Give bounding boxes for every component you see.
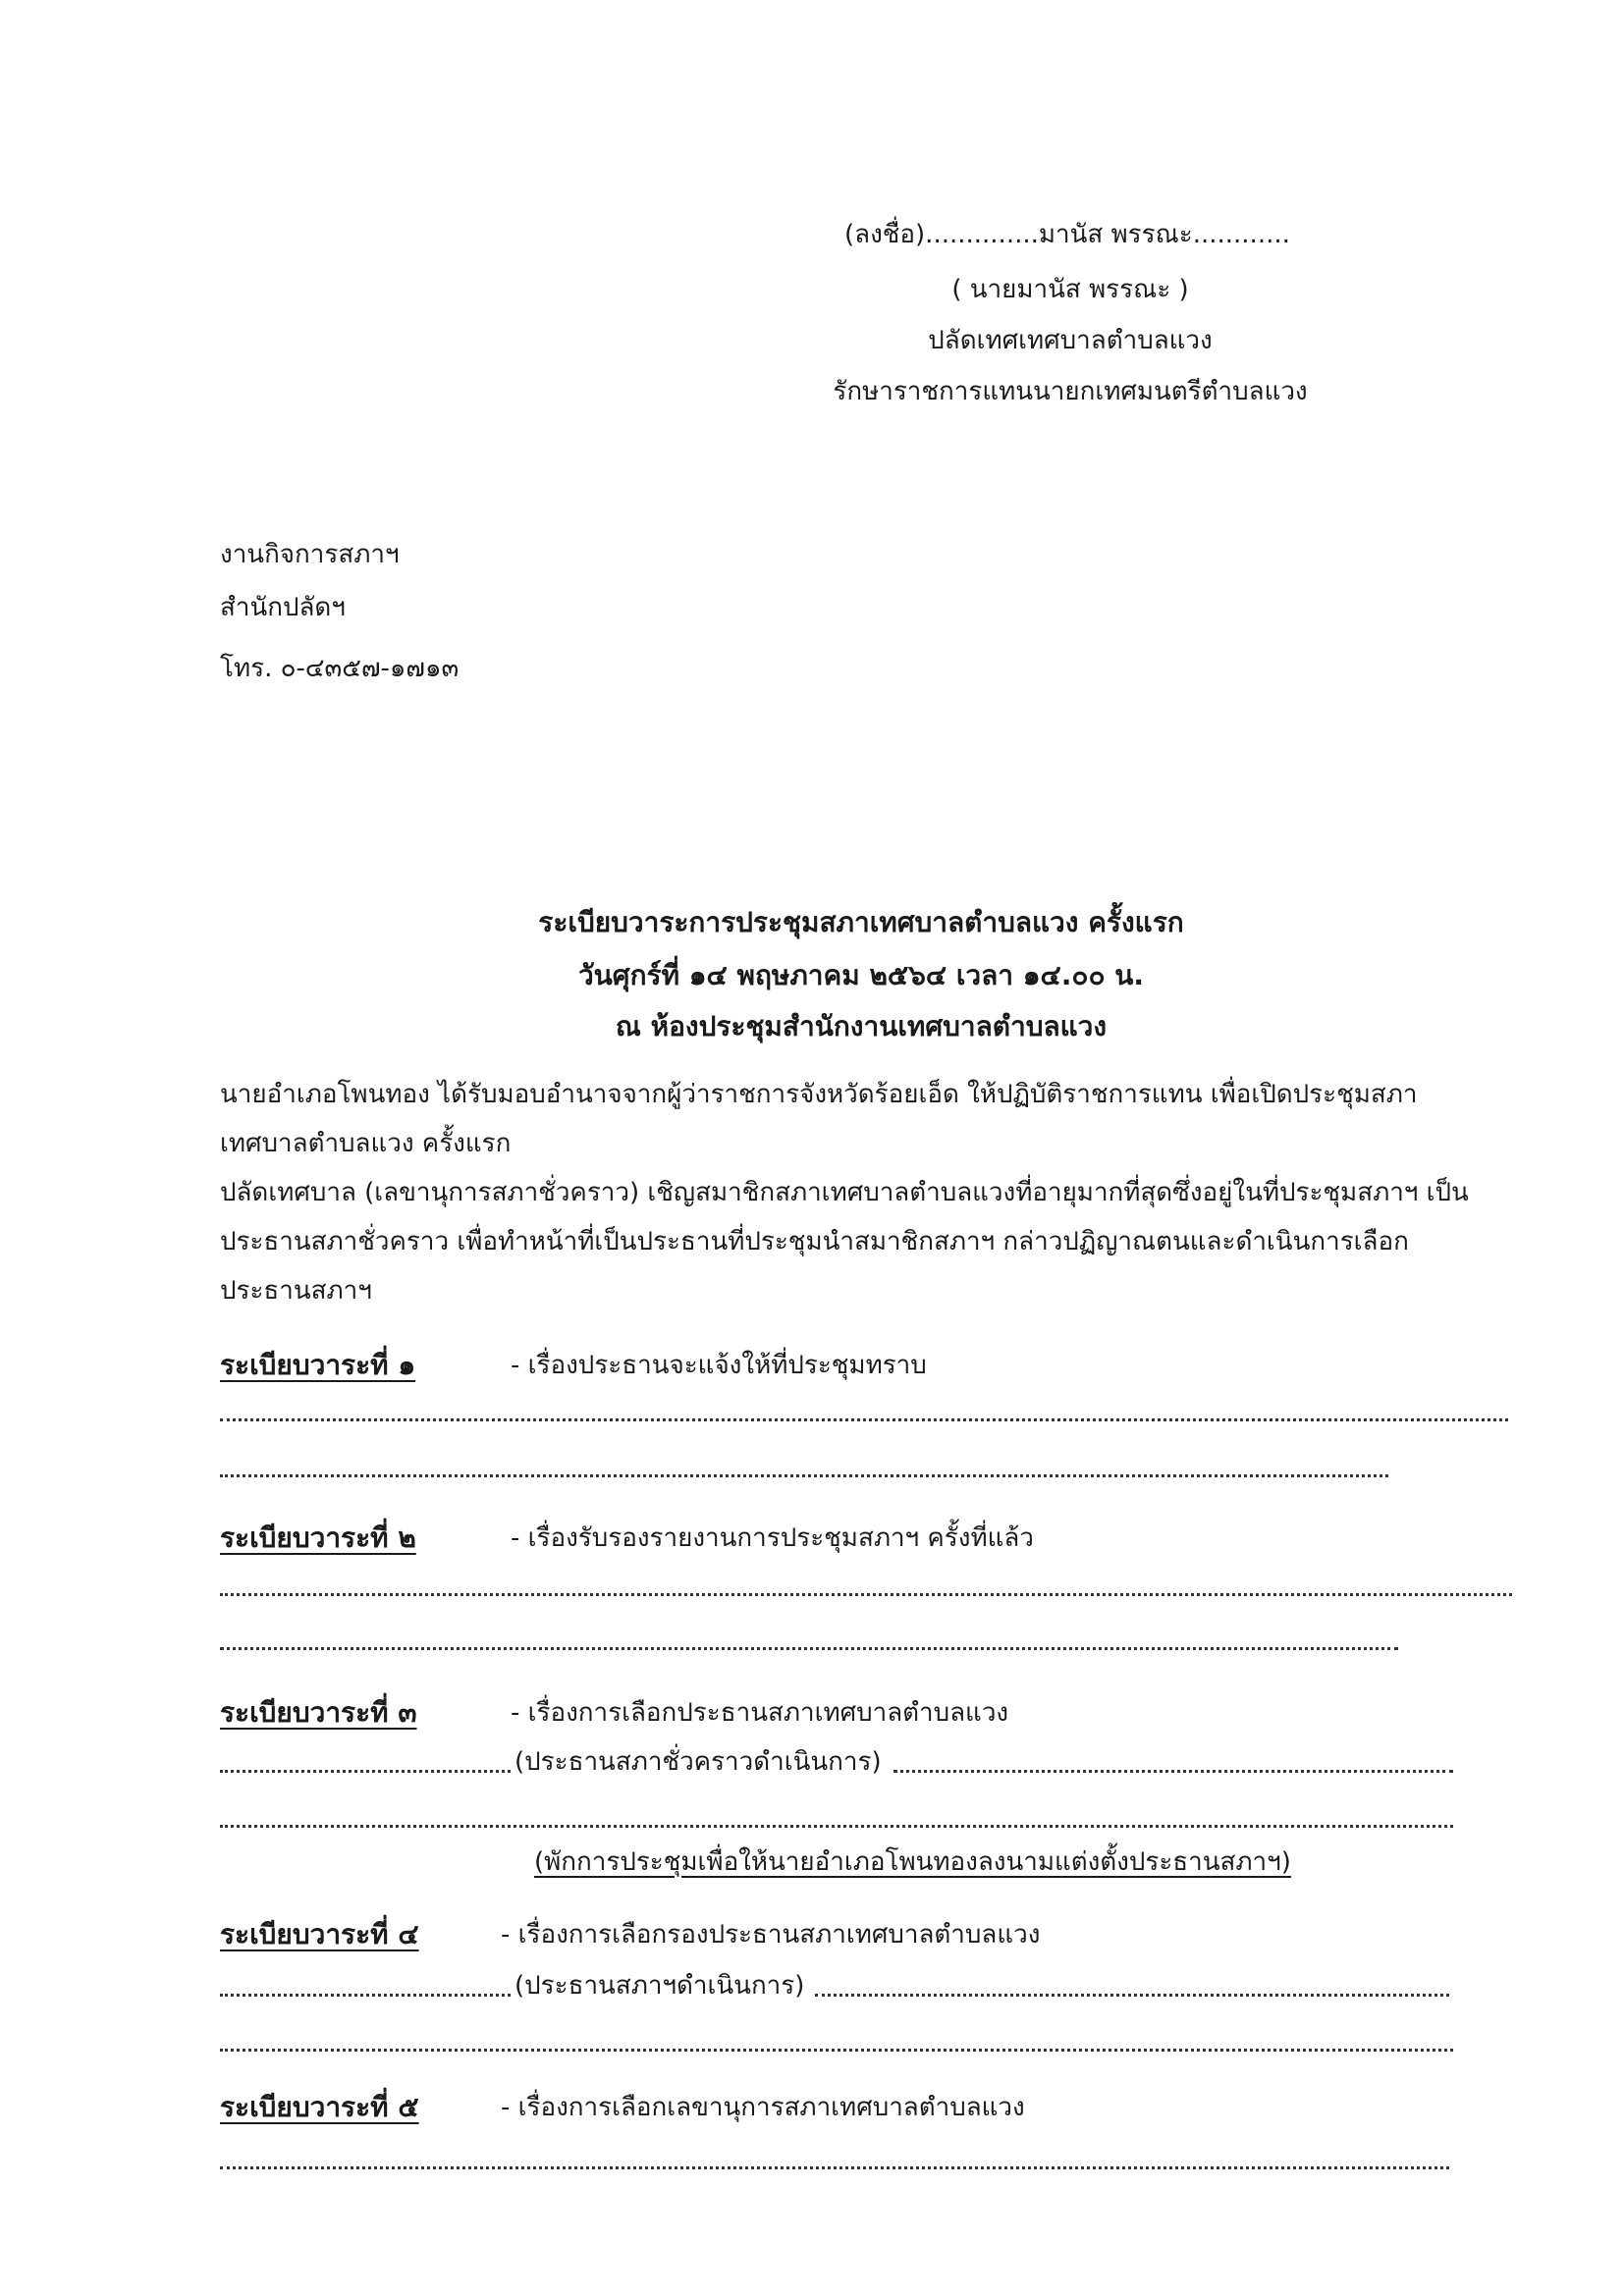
agenda-1-fill-line-2 [220, 1474, 1388, 1477]
agenda-1-text: - เรื่องประธานจะแจ้งให้ที่ประชุมทราบ [511, 1351, 927, 1380]
intro-paragraph-2: ปลัดเทศบาล (เลขานุการสภาชั่วคราว) เชิญสมาชิกสภาเทศบาลตำบลแวงที่อายุมากที่สุดซึ่งอยู่ในที่ประชุมสภาฯ เป็นประธานสภาชั่วคราว เพื่อทำหน้าที่เป็นประธานที่ประชุมนำสมาชิกสภาฯ กล่าวปฏิญาณตนและดำเนินการเลือกประธานสภาฯ [220, 1178, 1469, 1306]
agenda-3-text: - เรื่องการเลือกประธานสภาเทศบาลตำบลแวง [511, 1698, 1009, 1728]
agenda-3-note: (ประธานสภาชั่วคราวดำเนินการ) [514, 1747, 882, 1777]
agenda-3-fill-line-2 [220, 1825, 1453, 1828]
agenda-5-text: - เรื่องการเลือกเลขานุการสภาเทศบาลตำบลแวง [501, 2093, 1025, 2122]
agenda-3-fill-right [893, 1770, 1453, 1773]
agenda-4-fill-line-2 [220, 2049, 1453, 2052]
agenda-3-fill-left [220, 1770, 511, 1773]
intro-paragraph-1: นายอำเภอโพนทอง ได้รับมอบอำนาจจากผู้ว่าราชการจังหวัดร้อยเอ็ด ให้ปฏิบัติราชการแทน เพื่อเปิดประชุมสภาเทศบาลตำบลแวง ครั้งแรก [220, 1080, 1418, 1158]
contact-tel: โทร. ๐-๔๓๕๗-๑๗๑๓ [220, 654, 460, 683]
signatory-position: ปลัดเทศเทศบาลตำบลแวง [928, 326, 1213, 355]
agenda-3-label: ระเบียบวาระที่ ๓ [220, 1696, 417, 1729]
signatory-acting-position: รักษาราชการแทนนายกเทศมนตรีตำบลแวง [833, 377, 1308, 406]
agenda-4-note: (ประธานสภาฯดำเนินการ) [514, 1971, 805, 2001]
agenda-2-fill-line-1 [220, 1593, 1512, 1596]
agenda-4-fill-right [815, 1994, 1449, 1997]
agenda-2-text: - เรื่องรับรองรายงานการประชุมสภาฯ ครั้งที่แล้ว [511, 1523, 1034, 1553]
agenda-4-text: - เรื่องการเลือกรองประธานสภาเทศบาลตำบลแวง [501, 1920, 1041, 1949]
agenda-5-label: ระเบียบวาระที่ ๕ [220, 2091, 419, 2123]
signatory-full-name: ( นายมานัส พรรณะ ) [951, 275, 1189, 304]
signature-line [844, 218, 1290, 251]
agenda-4-label: ระเบียบวาระที่ ๔ [220, 1918, 419, 1950]
signed-name: มานัส พรรณะ [1038, 220, 1193, 249]
recess-note: (พักการประชุมเพื่อให้นายอำเภอโพนทองลงนามแต่งตั้งประธานสภาฯ) [534, 1847, 1291, 1877]
meeting-date: วันศุกร์ที่ ๑๔ พฤษภาคม ๒๕๖๔ เวลา ๑๔.๐๐ น. [577, 959, 1145, 991]
agenda-2-label: ระเบียบวาระที่ ๒ [220, 1522, 416, 1554]
agenda-1-fill-line-1 [220, 1418, 1508, 1421]
agenda-2-fill-line-2 [220, 1647, 1398, 1650]
signature-suffix: ............ [1192, 220, 1290, 249]
agenda-1-label: ระเบียบวาระที่ ๑ [220, 1349, 416, 1381]
meeting-venue: ณ ห้องประชุมสำนักงานเทศบาลตำบลแวง [615, 1010, 1108, 1042]
contact-office: สำนักปลัดฯ [220, 593, 346, 622]
agenda-title: ระเบียบวาระการประชุมสภาเทศบาลตำบลแวง ครั้งแรก [538, 906, 1184, 938]
contact-dept: งานกิจการสภาฯ [220, 540, 400, 569]
agenda-5-fill-line-1 [220, 2166, 1449, 2169]
signature-prefix: (ลงชื่อ).............. [844, 220, 1039, 249]
agenda-4-fill-left [220, 1994, 511, 1997]
